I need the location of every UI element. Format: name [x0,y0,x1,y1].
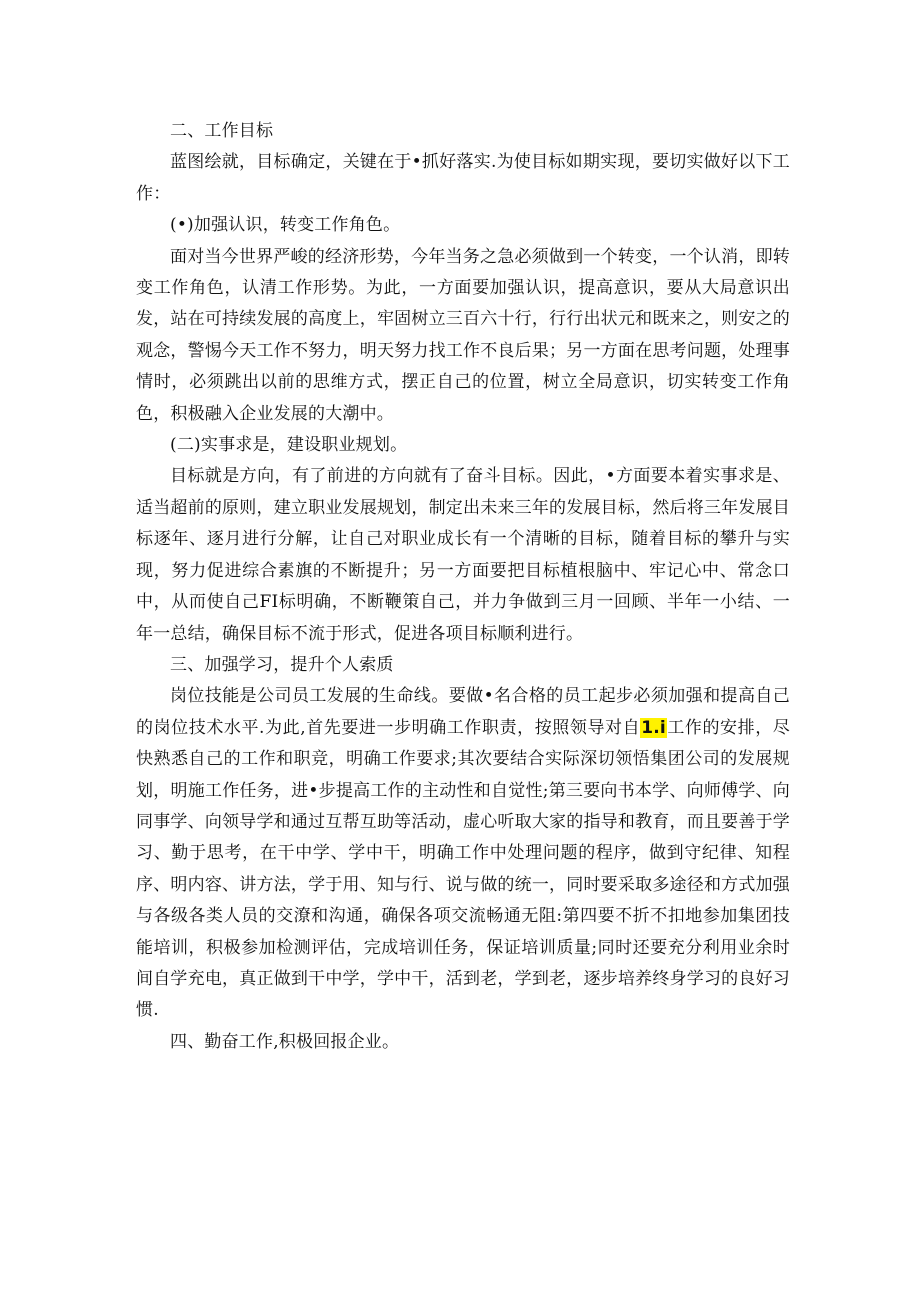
subsection-title-1: (•)加强认识，转变工作角色。 [170,215,401,236]
subsection-body-1: 面对当今世界严峻的经济形势，今年当务之急必须做到一个转变，一个认消，即转变工作角色，认清工作形势。为此，一方面要加强认识，提高意识，要从大局意识出发，站在可持续发展的高度上，牢固树立三百六十行，行行出状元和既来之，则安之的观念，警惕今天工作不努力，明天努力找工作不良后果；另一方面在思考问题，处理事情时，必须跳出以前的思维方式，摆正自己的位置，树立全局意识，切实转变工作角色，积极融入企业发展的大潮中。 [136,246,790,424]
document-body [136,116,790,1058]
subsection-title-2: (二)实事求是，建设职业规划。 [170,435,408,456]
body-text-before-highlight: 岗位技能是公司员工发展的生命线。要做•名合格的员工起步必须加强和提高自己的岗位技术水平.为此,首先要进一步明确工作职责，按照领导对自 [136,686,790,738]
section-heading-goals: 二、工作目标 [170,121,274,141]
intro-paragraph: 蓝图绘就，目标确定，关键在于•抓好落实.为使目标如期实现，要切实做好以下工作： [136,152,790,204]
section-heading-work: 四、勤奋工作,积极回报企业。 [170,1031,400,1052]
highlighted-text: 1.i [641,717,666,738]
subsection-body-2: 目标就是方向，有了前进的方向就有了奋斗目标。因此，•方面要本着实事求是、适当超前的原则，建立职业发展规划，制定出未来三年的发展目标，然后将三年发展目标逐年、逐月进行分解，让自己对职业成长有一个清晰的目标，随着目标的攀升与实现，努力促进综合素旗的不断提升；另一方面要把目标植根脑中、牢记心中、常念口中，从而使自己FI标明确，不断鞭策自己，并力争做到三月一回顾、半年一小结、一年一总结，确保目标不流于形式，促进各项目标顺利进行。 [136,466,790,644]
section-heading-learning: 三、加强学习，提升个人索质 [170,654,394,675]
section-body-learning [136,681,790,1026]
body-text-after-highlight: 工作的安排，尽快熟悉自己的工作和职竞，明确工作要求;其次要结合实际深切领悟集团公司的发展规划，明施工作任务，进•步提高工作的主动性和自觉性;第三要向书本学、向师傅学、向同事学、向领导学和通过互帮互助等活动，虚心听取大家的指导和教育，而且要善于学习、勤于思考，在干中学、学中干，明确工作中处理问题的程序，做到守纪律、知程序、明内容、讲方法，学于用、知与行、说与做的统一，同时要采取多途径和方式加强与各级各类人员的交潦和沟通，确保各项交流畅通无阻:第四要不折不扣地参加集团技能培训，积极参加检测评估，完成培训任务，保证培训质量;同时还要充分利用业余时间自学充电，真正做到干中学，学中干，活到老，学到老，逐步培养终身学习的良好习惯. [136,717,790,1021]
